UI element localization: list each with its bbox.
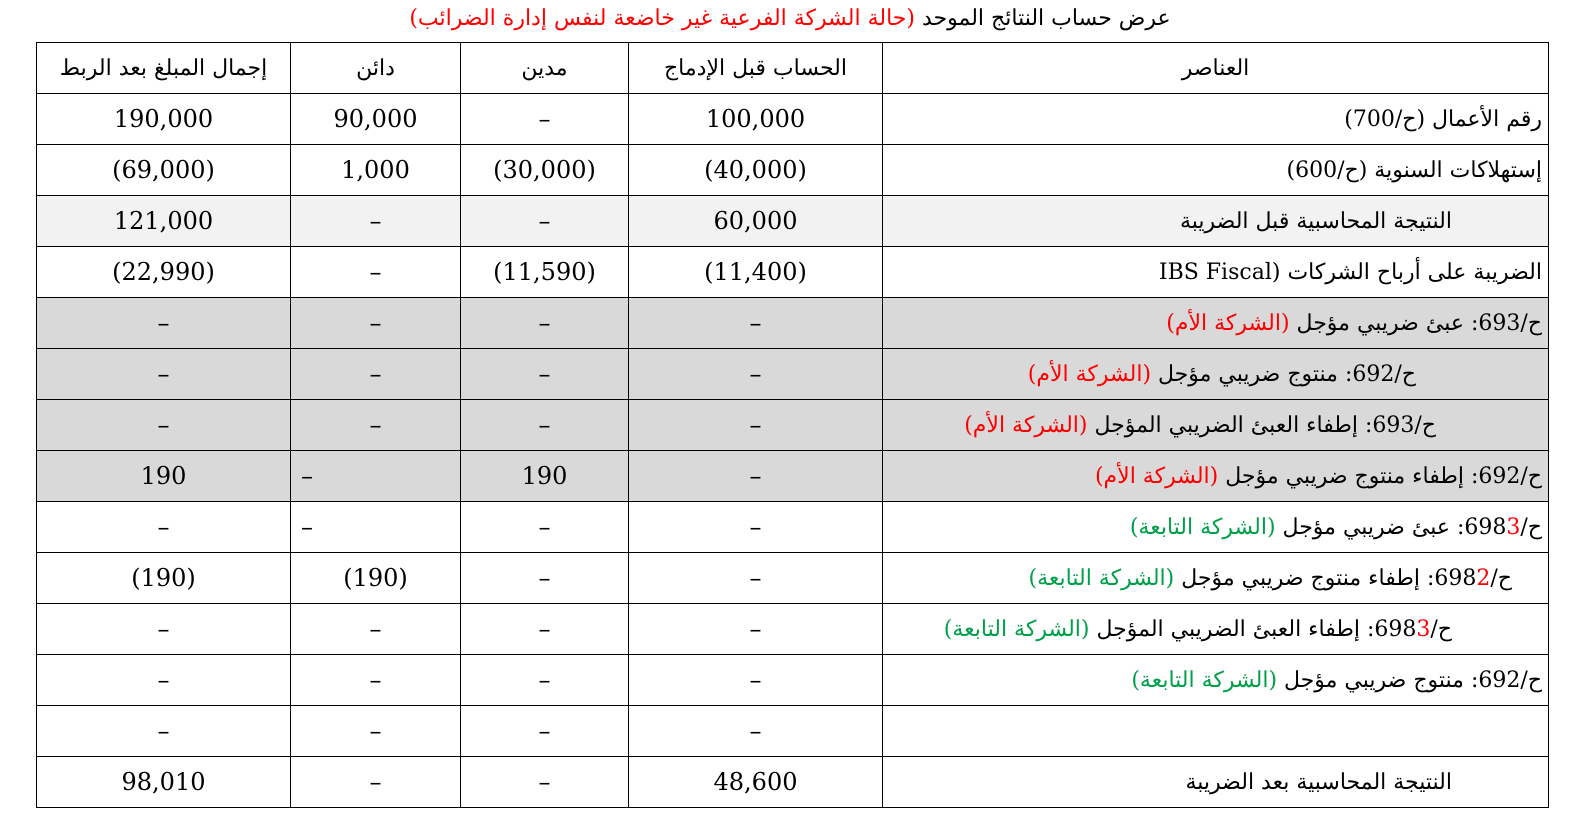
row-debit: – xyxy=(461,502,629,553)
row-element xyxy=(883,553,1549,604)
row-element-digit: 3 xyxy=(1506,514,1521,540)
header-debit: مدين xyxy=(461,43,629,94)
row-debit: – xyxy=(461,400,629,451)
row-debit: (30,000) xyxy=(461,145,629,196)
row-element: النتيجة المحاسبية قبل الضريبة xyxy=(883,196,1549,247)
row-element-tag: (الشركة التابعة) xyxy=(1129,514,1276,540)
row-pre-merge: – xyxy=(629,502,883,553)
table-row xyxy=(37,655,1549,706)
table-row xyxy=(37,706,1549,757)
header-credit: دائن xyxy=(291,43,461,94)
row-element-digit: 2 xyxy=(1476,565,1491,591)
page-title xyxy=(0,4,1580,34)
row-pre-merge: 100,000 xyxy=(629,94,883,145)
row-debit: – xyxy=(461,706,629,757)
row-total: (22,990) xyxy=(37,247,291,298)
row-element-label-b: : إطفاء منتوج ضريبي مؤجل xyxy=(1174,565,1435,591)
row-element-label-a: ح/698 xyxy=(1434,565,1512,591)
row-total: 190,000 xyxy=(37,94,291,145)
title-note: (حالة الشركة الفرعية غير خاضعة لنفس إدارة الضرائب) xyxy=(409,6,915,31)
row-total: – xyxy=(37,349,291,400)
row-element: رقم الأعمال (ح/700) xyxy=(883,94,1549,145)
table-row xyxy=(37,298,1549,349)
row-debit: – xyxy=(461,553,629,604)
header-pre-merge: الحساب قبل الإدماج xyxy=(629,43,883,94)
row-credit: – xyxy=(291,196,461,247)
row-pre-merge: – xyxy=(629,604,883,655)
row-credit: 90,000 xyxy=(291,94,461,145)
row-total: (69,000) xyxy=(37,145,291,196)
table-row xyxy=(37,400,1549,451)
title-main: عرض حساب النتائج الموحد xyxy=(922,6,1171,31)
row-element xyxy=(883,706,1549,757)
row-total: 98,010 xyxy=(37,757,291,808)
row-total: – xyxy=(37,706,291,757)
row-element xyxy=(883,604,1549,655)
table-row xyxy=(37,757,1549,808)
row-pre-merge: – xyxy=(629,298,883,349)
row-element-tag: (الشركة الأم) xyxy=(1027,361,1152,387)
table-row xyxy=(37,451,1549,502)
table-row xyxy=(37,604,1549,655)
row-pre-merge: – xyxy=(629,706,883,757)
consolidated-income-table xyxy=(36,42,1549,808)
row-element-tag: (الشركة التابعة) xyxy=(1131,667,1278,693)
row-debit: – xyxy=(461,655,629,706)
row-pre-merge: – xyxy=(629,655,883,706)
table-row xyxy=(37,196,1549,247)
row-element-label-b: : عبئ ضريبي مؤجل xyxy=(1275,514,1465,540)
row-total: – xyxy=(37,604,291,655)
row-element-tag: (الشركة الأم) xyxy=(1166,310,1290,336)
row-total: – xyxy=(37,298,291,349)
header-total: إجمال المبلغ بعد الربط xyxy=(37,43,291,94)
row-element-label: ح/693: عبئ ضريبي مؤجل xyxy=(1289,310,1542,336)
table-header-row xyxy=(37,43,1549,94)
row-element-digit: 3 xyxy=(1416,616,1431,642)
row-pre-merge: – xyxy=(629,451,883,502)
table-row xyxy=(37,94,1549,145)
row-element: إستهلاكات السنوية (ح/600) xyxy=(883,145,1549,196)
row-element-label: ح/692: منتوج ضريبي مؤجل xyxy=(1151,361,1416,387)
table-row xyxy=(37,553,1549,604)
row-credit: – xyxy=(291,349,461,400)
row-total: (190) xyxy=(37,553,291,604)
row-element-tag: (الشركة التابعة) xyxy=(943,616,1090,642)
row-element-label-a: ح/698 xyxy=(1464,514,1542,540)
row-debit: (11,590) xyxy=(461,247,629,298)
row-element xyxy=(883,349,1549,400)
row-debit: – xyxy=(461,196,629,247)
row-credit: – xyxy=(291,451,461,502)
row-element: الضريبة على أرباح الشركات (IBS Fiscal xyxy=(883,247,1549,298)
row-element-tag: (الشركة التابعة) xyxy=(1028,565,1175,591)
row-pre-merge: (11,400) xyxy=(629,247,883,298)
row-credit: – xyxy=(291,502,461,553)
row-total: 121,000 xyxy=(37,196,291,247)
row-element-tag: (الشركة الأم) xyxy=(964,412,1088,438)
row-element-label: ح/693: إطفاء العبئ الضريبي المؤجل xyxy=(1087,412,1436,438)
row-credit: 1,000 xyxy=(291,145,461,196)
row-credit: – xyxy=(291,604,461,655)
row-debit: – xyxy=(461,604,629,655)
row-debit: – xyxy=(461,298,629,349)
row-pre-merge: – xyxy=(629,553,883,604)
row-element-tag: (الشركة الأم) xyxy=(1094,463,1219,489)
row-total: – xyxy=(37,655,291,706)
row-pre-merge: 60,000 xyxy=(629,196,883,247)
row-credit: – xyxy=(291,706,461,757)
row-debit: 190 xyxy=(461,451,629,502)
row-element-label-a: ح/698 xyxy=(1374,616,1452,642)
table-row xyxy=(37,502,1549,553)
row-pre-merge: (40,000) xyxy=(629,145,883,196)
row-credit: – xyxy=(291,757,461,808)
row-element-label: ح/692: إطفاء منتوج ضريبي مؤجل xyxy=(1218,463,1542,489)
row-total: 190 xyxy=(37,451,291,502)
table-row xyxy=(37,145,1549,196)
row-debit: – xyxy=(461,757,629,808)
row-total: – xyxy=(37,400,291,451)
row-debit: – xyxy=(461,94,629,145)
row-total: – xyxy=(37,502,291,553)
row-debit: – xyxy=(461,349,629,400)
row-element xyxy=(883,502,1549,553)
row-pre-merge: 48,600 xyxy=(629,757,883,808)
row-credit: (190) xyxy=(291,553,461,604)
row-element xyxy=(883,655,1549,706)
row-credit: – xyxy=(291,400,461,451)
row-element: النتيجة المحاسبية بعد الضريبة xyxy=(883,757,1549,808)
row-element xyxy=(883,298,1549,349)
row-credit: – xyxy=(291,247,461,298)
row-credit: – xyxy=(291,655,461,706)
row-element xyxy=(883,451,1549,502)
row-credit: – xyxy=(291,298,461,349)
row-element-label-b: : إطفاء العبئ الضريبي المؤجل xyxy=(1089,616,1375,642)
row-element-label: ح/692: منتوج ضريبي مؤجل xyxy=(1277,667,1542,693)
table-row xyxy=(37,349,1549,400)
table-row xyxy=(37,247,1549,298)
row-element xyxy=(883,400,1549,451)
row-pre-merge: – xyxy=(629,349,883,400)
row-pre-merge: – xyxy=(629,400,883,451)
header-elements: العناصر xyxy=(883,43,1549,94)
